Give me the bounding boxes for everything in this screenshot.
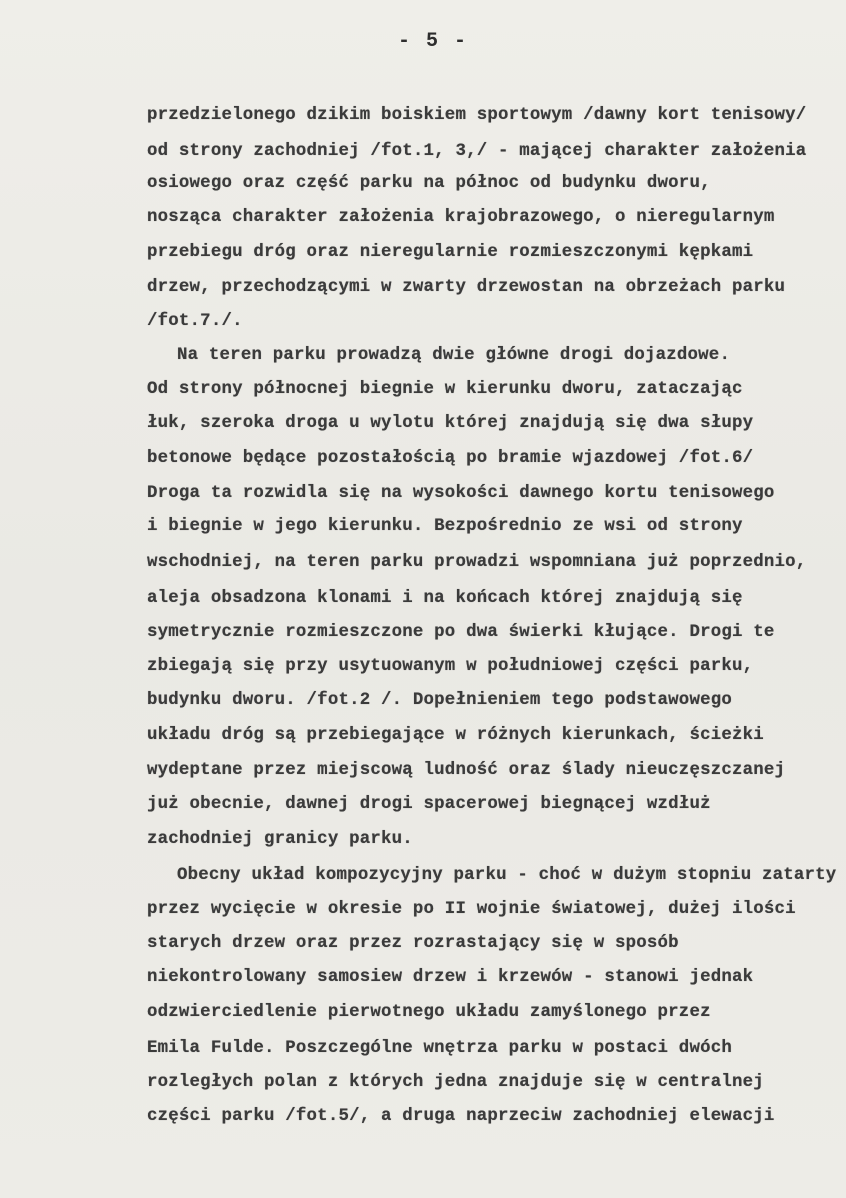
text-line: od strony zachodniej /fot.1, 3,/ - mającej charakter założenia — [147, 142, 807, 161]
text-line: starych drzew oraz przez rozrastający się w sposób — [147, 934, 679, 953]
text-line: budynku dworu. /fot.2 /. Dopełnieniem tego podstawowego — [147, 691, 732, 710]
text-line: symetrycznie rozmieszczone po dwa świerki kłujące. Drogi te — [147, 623, 775, 642]
paragraph-first-line: Na teren parku prowadzą dwie główne drogi dojazdowe. — [177, 346, 731, 365]
text-line: drzew, przechodzącymi w zwarty drzewostan na obrzeżach parku — [147, 278, 786, 297]
text-line: wydeptane przez miejscową ludność oraz ślady nieuczęszczanej — [147, 761, 786, 780]
text-line: Od strony północnej biegnie w kierunku dworu, zataczając — [147, 380, 743, 399]
text-line: betonowe będące pozostałością po bramie wjazdowej /fot.6/ — [147, 449, 754, 468]
text-line: przebiegu dróg oraz nieregularnie rozmieszczonymi kępkami — [147, 243, 754, 262]
text-line: nosząca charakter założenia krajobrazowego, o nieregularnym — [147, 208, 775, 227]
text-line: wschodniej, na teren parku prowadzi wspomniana już poprzednio, — [147, 553, 807, 572]
text-line: aleja obsadzona klonami i na końcach której znajdują się — [147, 589, 743, 608]
text-line: zbiegają się przy usytuowanym w południowej części parku, — [147, 657, 754, 676]
text-line: zachodniej granicy parku. — [147, 830, 413, 849]
text-line: przez wycięcie w okresie po II wojnie światowej, dużej ilości — [147, 900, 796, 919]
text-line: łuk, szeroka droga u wylotu której znajdują się dwa słupy — [147, 414, 754, 433]
text-line: części parku /fot.5/, a druga naprzeciw zachodniej elewacji — [147, 1107, 775, 1126]
text-line: odzwierciedlenie pierwotnego układu zamyślonego przez — [147, 1003, 711, 1022]
text-line: i biegnie w jego kierunku. Bezpośrednio ze wsi od strony — [147, 517, 743, 536]
text-line: Emila Fulde. Poszczególne wnętrza parku w postaci dwóch — [147, 1039, 732, 1058]
text-line: przedzielonego dzikim boiskiem sportowym /dawny kort tenisowy/ — [147, 106, 807, 125]
text-line: rozległych polan z których jedna znajduje się w centralnej — [147, 1073, 764, 1092]
text-line: układu dróg są przebiegające w różnych kierunkach, ścieżki — [147, 726, 764, 745]
page-number: - 5 - — [397, 30, 468, 53]
text-line: niekontrolowany samosiew drzew i krzewów - stanowi jednak — [147, 968, 754, 987]
text-line: już obecnie, dawnej drogi spacerowej biegnącej wzdłuż — [147, 795, 711, 814]
text-line: /fot.7./. — [147, 312, 243, 331]
paragraph-first-line: Obecny układ kompozycyjny parku - choć w dużym stopniu zatarty — [177, 866, 837, 885]
text-line: osiowego oraz część parku na północ od budynku dworu, — [147, 174, 711, 193]
text-line: Droga ta rozwidla się na wysokości dawnego kortu tenisowego — [147, 484, 775, 503]
